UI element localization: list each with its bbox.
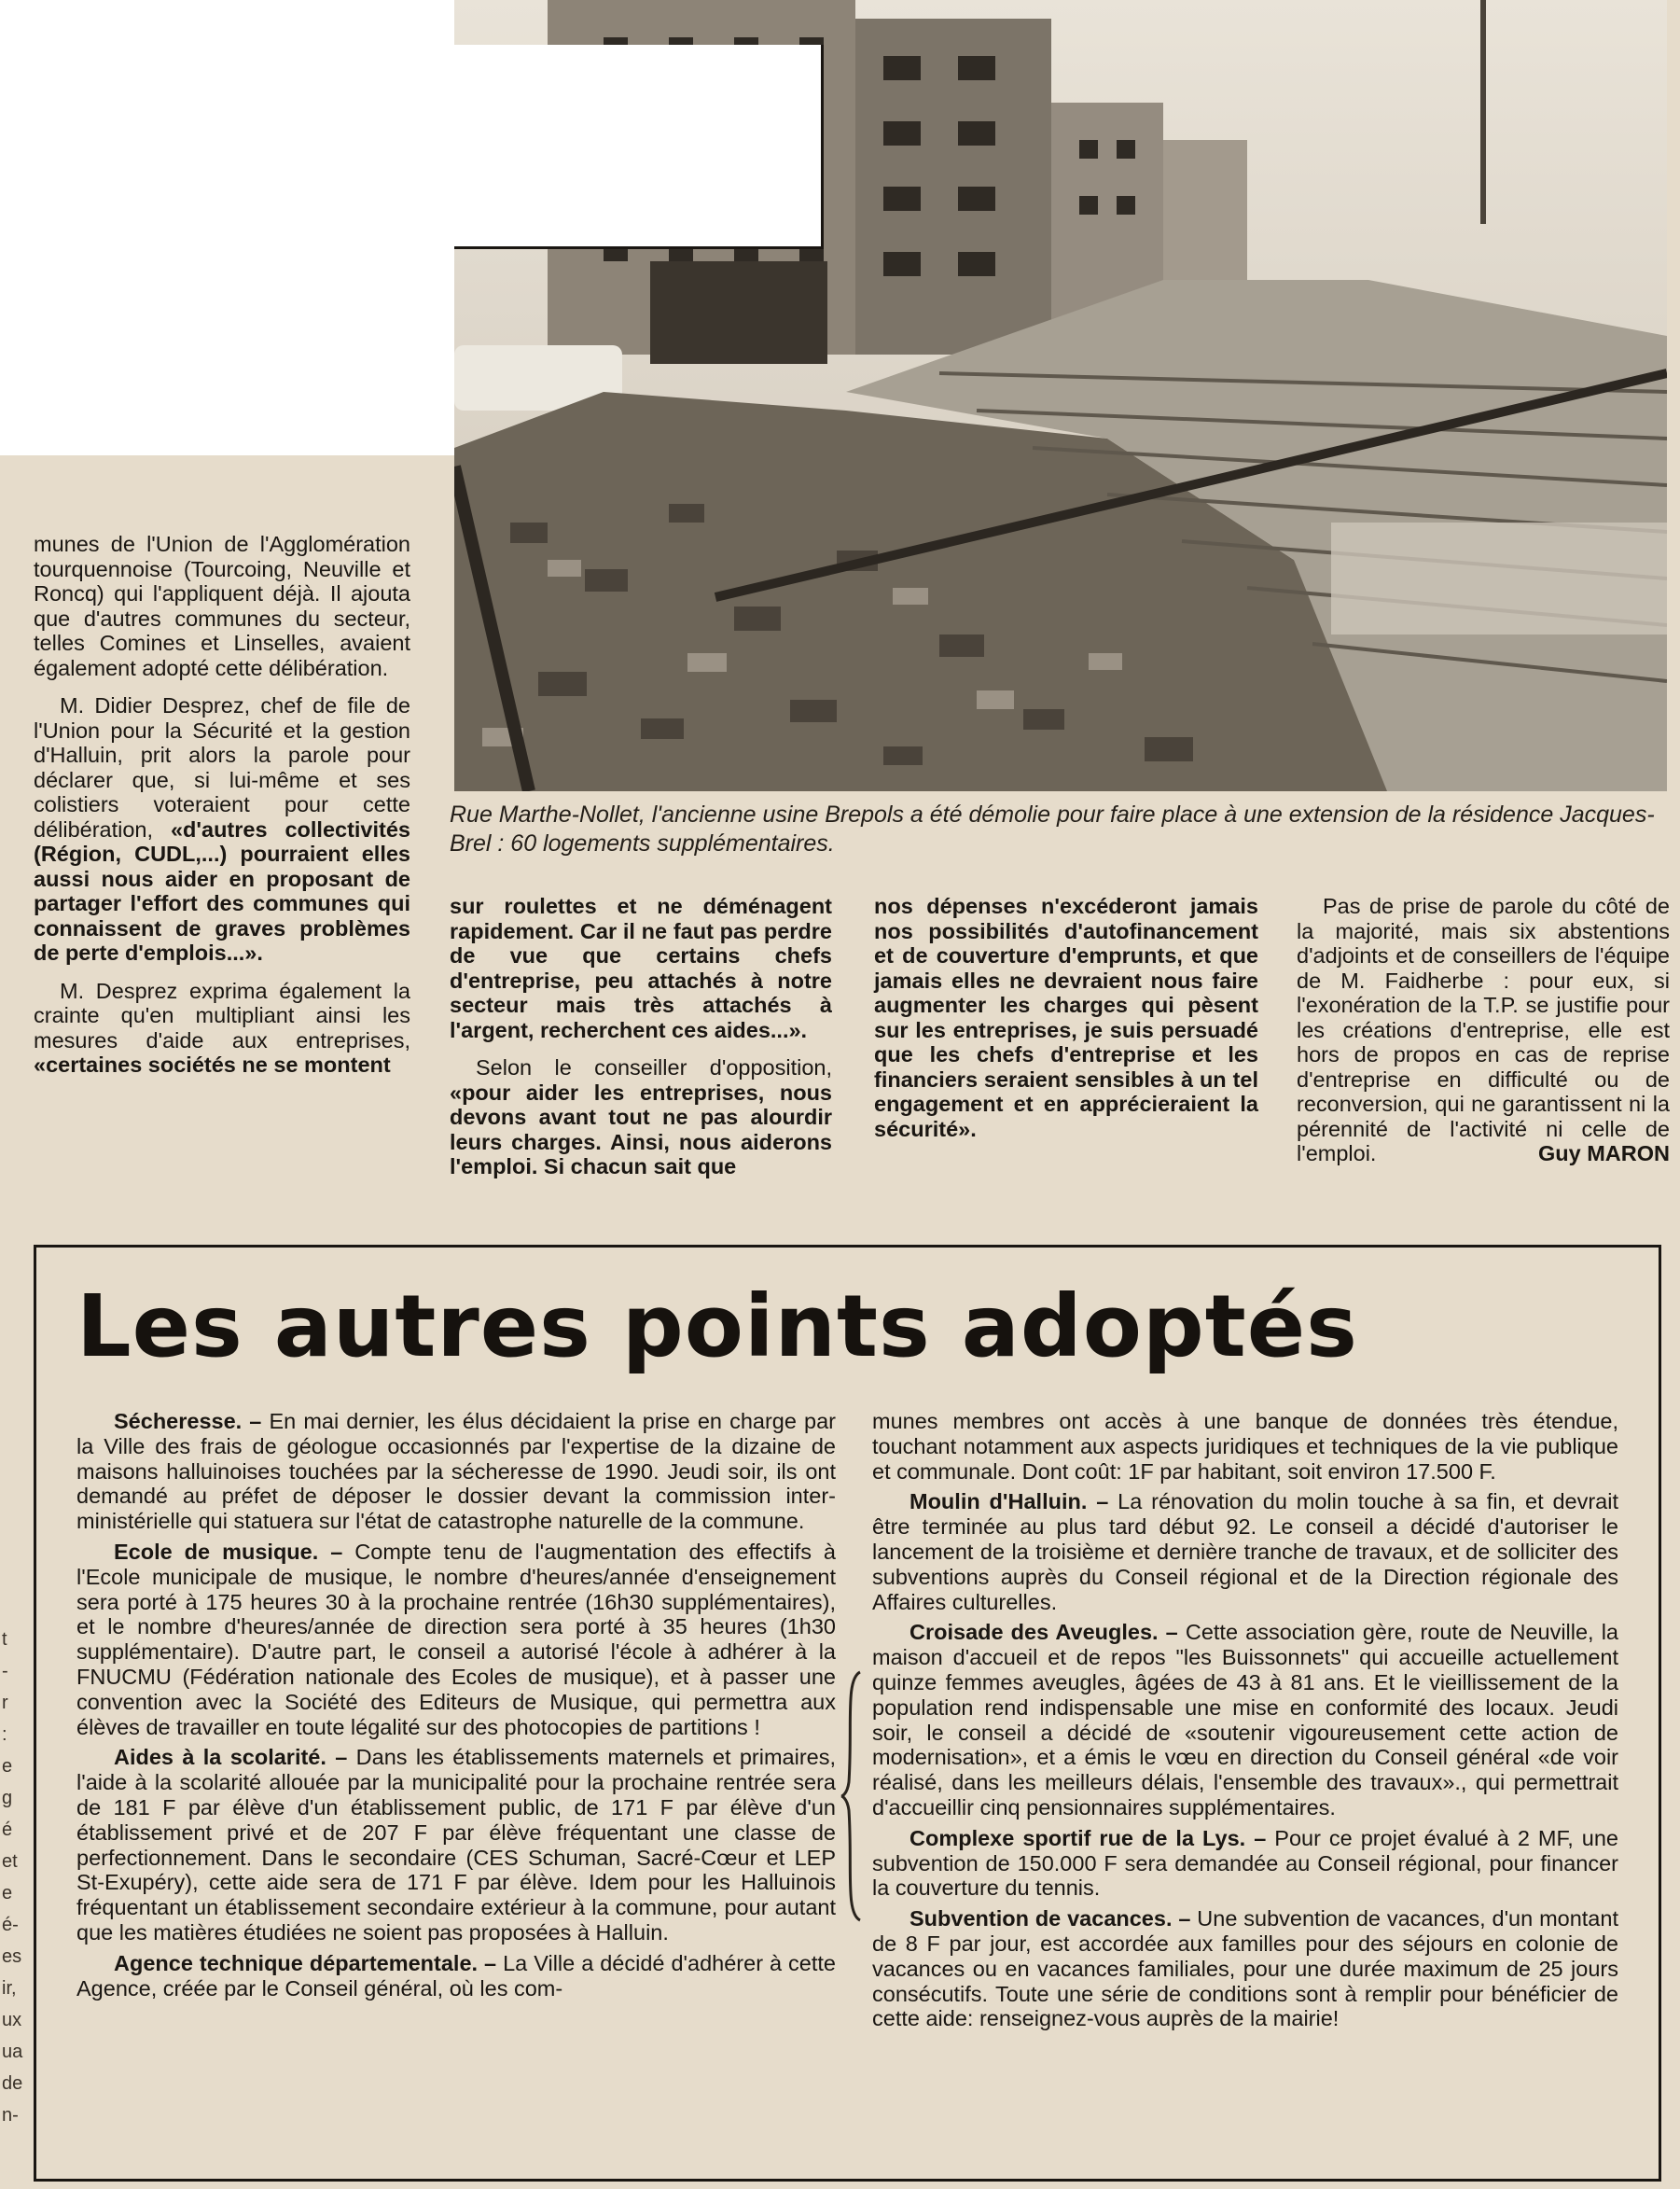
quote: «certaines sociétés ne se montent — [34, 1053, 391, 1077]
paragraph — [34, 693, 410, 966]
fragment: n- — [2, 2105, 19, 2126]
box-continuation: munes membres ont accès à une banque de données très étendue, touchant notamment aux aspects juridiques et techniques de la vie publique et communale. Dont coût: 1F par habitant, soit environ 17.500 F. — [872, 1409, 1618, 1484]
paragraph: munes de l'Union de l'Agglomération tourquennoise (Tourcoing, Neuville et Roncq) qui l'appliquent déjà. Il ajouta que d'autres communes du secteur, telles Comines et Linselles, avaient également adopté cette délibération. — [34, 532, 410, 680]
box-item-text: En mai dernier, les élus décidaient la prise en charge par la Ville des frais de géologue occasionnés par l'expertise de la dizaine de maisons halluinoises touchées par la sécheresse de 1990. Jeudi soir, ils ont demandé au préfet de déposer le dossier devant la commission inter-ministérielle qui statuera sur l'état de catastrophe naturelle de la commune. — [76, 1409, 836, 1534]
box-item-heading: Subvention de vacances. – — [909, 1906, 1191, 1931]
box-item-text: Cette association gère, route de Neuville, la maison d'accueil et de repos "les Buissonnets" qui accueille actuellement quinze femmes aveugles, âgées de 43 à 81 ans. Et le vieillissement de la population rend indispensable une mise en conformité des locaux. Jeudi soir, le conseil a décidé de «soutenir vigoureusement cette action de modernisation», et a émis le vœu en direction du Conseil général «de voir réalisé, dans les meilleurs délais, l'ensemble des travaux»., qui permettrait d'accueillir cinq pensionnaires supplémentaires. — [872, 1620, 1618, 1820]
fragment: et — [2, 1851, 18, 1872]
quote: nos dépenses n'excéderont jamais nos possibilités d'autofinancement et de couverture d'emprunts, et que jamais elles ne devraient nous faire augmenter les charges qui pèsent sur les entreprises, je suis persuadé que les chefs d'entreprise et les financiers seraient sensibles à un tel engagement et en apprécieraient la sécurité». — [874, 894, 1258, 1141]
box-item-text: Compte tenu de l'augmentation des effectifs à l'Ecole municipale de musique, le nombre d'heures/année d'enseignement sera porté à 175 heures 30 à la prochaine rentrée (16h30 supplémentaires), et le nombre d'heures/année de direction sera porté à 35 heures (1h30 supplémentaire). D'autre part, le conseil a autorisé l'école à adhérer à la FNUCMU (Fédération nationale des Ecoles de musique), et à passer une convention avec la Société des Editeurs de Musique, qui permettra aux élèves de travailler en toute légalité sur des photocopies de partitions ! — [76, 1539, 837, 1739]
article-column-2 — [450, 894, 832, 1192]
cropped-column-fragments — [2, 1624, 22, 2131]
box-item-heading: Aides à la scolarité. – — [114, 1745, 348, 1770]
box-item-text: Pour ce projet évalué à 2 MF, une subvention de 150.000 F sera demandée au Conseil régional, pour financer la couverture du tennis. — [872, 1825, 1618, 1901]
paragraph-text: Pas de prise de parole du côté de la majorité, mais six abstentions d'adjoints et de conseillers de l'équipe de M. Faidherbe : pour eux, si l'exonération de la T.P. se justifie pour les créations d'entreprise, elle est hors de propos en cas de reprise d'entreprise en difficulté ou de reconversion, qui ne garantissent ni la pérennité de l'activité ni celle de l'emploi. — [1297, 894, 1670, 1165]
paragraph — [34, 979, 410, 1078]
quote: «d'autres collectivités (Région, CUDL,...) pourraient elles aussi nous aider en proposant de partager l'effort des communes qui connaissent de graves problèmes de perte d'emplois...». — [34, 816, 410, 965]
fragment: ua — [2, 2042, 23, 2062]
box-item-text: Dans les établissements maternels et primaires, l'aide à la scolarité allouée par la municipalité pour la prochaine rentrée sera de 181 F par élève d'un établissement public, de 171 F par élève d'un établissement privé et de 207 F par élève fréquentant une classe de perfectionnement. Dans le secondaire (CES Schuman, Sacré-Cœur et LEP St-Exupéry), cette aide sera de 171 F par élève. Idem pour les Halluinois fréquentant un établissement secondaire extérieur à la commune, pour autant que les matières étudiées ne soient pas proposées à Halluin. — [76, 1745, 836, 1945]
box-column-right — [872, 1409, 1618, 2037]
quote: sur roulettes et ne déménagent rapidement. Car il ne faut pas perdre de vue que certains chefs d'entreprise, peu attachés à notre secteur mais très attachés à l'argent, recherchent ces aides...». — [450, 894, 832, 1042]
fragment: e — [2, 1883, 13, 1903]
fragment: g — [2, 1788, 13, 1808]
box-item-text: Une subvention de vacances, d'un montant de 8 F par jour, est accordée aux familles pour des séjours en colonie de vacances ou en vacances familiales, pour une durée maximum de 25 jours consécutifs. Toute une série de conditions sont à remplir pour bénéficier de cette aide: renseignez-vous auprès de la mairie! — [872, 1906, 1618, 2031]
paragraph — [450, 1055, 832, 1179]
box-item — [872, 1620, 1618, 1820]
article-column-3 — [874, 894, 1258, 1154]
box-item — [872, 1906, 1618, 2031]
fragment: es — [2, 1946, 22, 1967]
box-item — [872, 1826, 1618, 1901]
curly-brace-mark — [840, 1670, 864, 1922]
fragment: : — [2, 1724, 7, 1745]
paragraph-intro: Selon le conseiller d'opposition, — [476, 1055, 832, 1080]
box-item-text: La rénovation du molin touche à sa fin, et devrait être terminée au plus tard début 92. Le conseil a décidé d'autoriser le lancement de la troisième et dernière tranche de travaux, et de solliciter des subventions auprès du Conseil régional et de la Direction régionale des Affaires culturelles. — [872, 1489, 1618, 1614]
fragment: é — [2, 1820, 13, 1840]
paragraph-intro: M. Desprez exprima également la crainte qu'en multipliant ainsi les mesures d'aide aux entreprises, — [34, 978, 410, 1053]
fragment: é- — [2, 1915, 19, 1935]
photo-caption: Rue Marthe-Nollet, l'ancienne usine Brepols a été démolie pour faire place à une extension de la résidence Jacques-Brel : 60 logements supplémentaires. — [450, 802, 1655, 857]
box-item-text: La Ville a décidé d'adhérer à cette Agence, créée par le Conseil général, où les com- — [76, 1950, 837, 2001]
box-item-heading: Agence technique départementale. – — [114, 1950, 497, 1975]
paragraph — [1297, 894, 1670, 1166]
box-item — [872, 1489, 1618, 1614]
paragraph-intro: M. Didier Desprez, chef de file de l'Union pour la Sécurité et la gestion d'Halluin, prit alors la parole pour déclarer que, si lui-même et ses colistiers voteraient pour cette délibération, — [34, 693, 410, 842]
box-title: Les autres points adoptés — [76, 1276, 1358, 1376]
fragment: de — [2, 2073, 23, 2094]
article-column-4 — [1297, 894, 1670, 1179]
box-item-heading: Sécheresse. – — [114, 1409, 262, 1433]
box-item-heading: Ecole de musique. – — [114, 1539, 343, 1564]
fragment: t — [2, 1629, 7, 1650]
box-item-heading: Complexe sportif rue de la Lys. – — [909, 1825, 1267, 1850]
box-item — [76, 1745, 836, 1945]
redacted-area — [454, 45, 824, 249]
box-item — [76, 1540, 836, 1739]
fragment: e — [2, 1756, 13, 1777]
box-column-left — [76, 1409, 836, 2006]
box-item-heading: Croisade des Aveugles. – — [909, 1620, 1178, 1645]
article-column-1 — [34, 532, 410, 1091]
fragment: - — [2, 1661, 8, 1681]
fragment: r — [2, 1693, 8, 1713]
fragment: ir, — [2, 1978, 17, 1999]
quote: «pour aider les entreprises, nous devons avant tout ne pas alourdir leurs charges. Ainsi, nous aiderons l'emploi. Si chacun sait que — [450, 1080, 832, 1178]
box-item — [76, 1409, 836, 1534]
fragment: ux — [2, 2010, 22, 2030]
box-item-heading: Moulin d'Halluin. – — [909, 1489, 1109, 1514]
box-item — [76, 1951, 836, 2001]
author-signature: Guy MARON — [1538, 1141, 1670, 1165]
